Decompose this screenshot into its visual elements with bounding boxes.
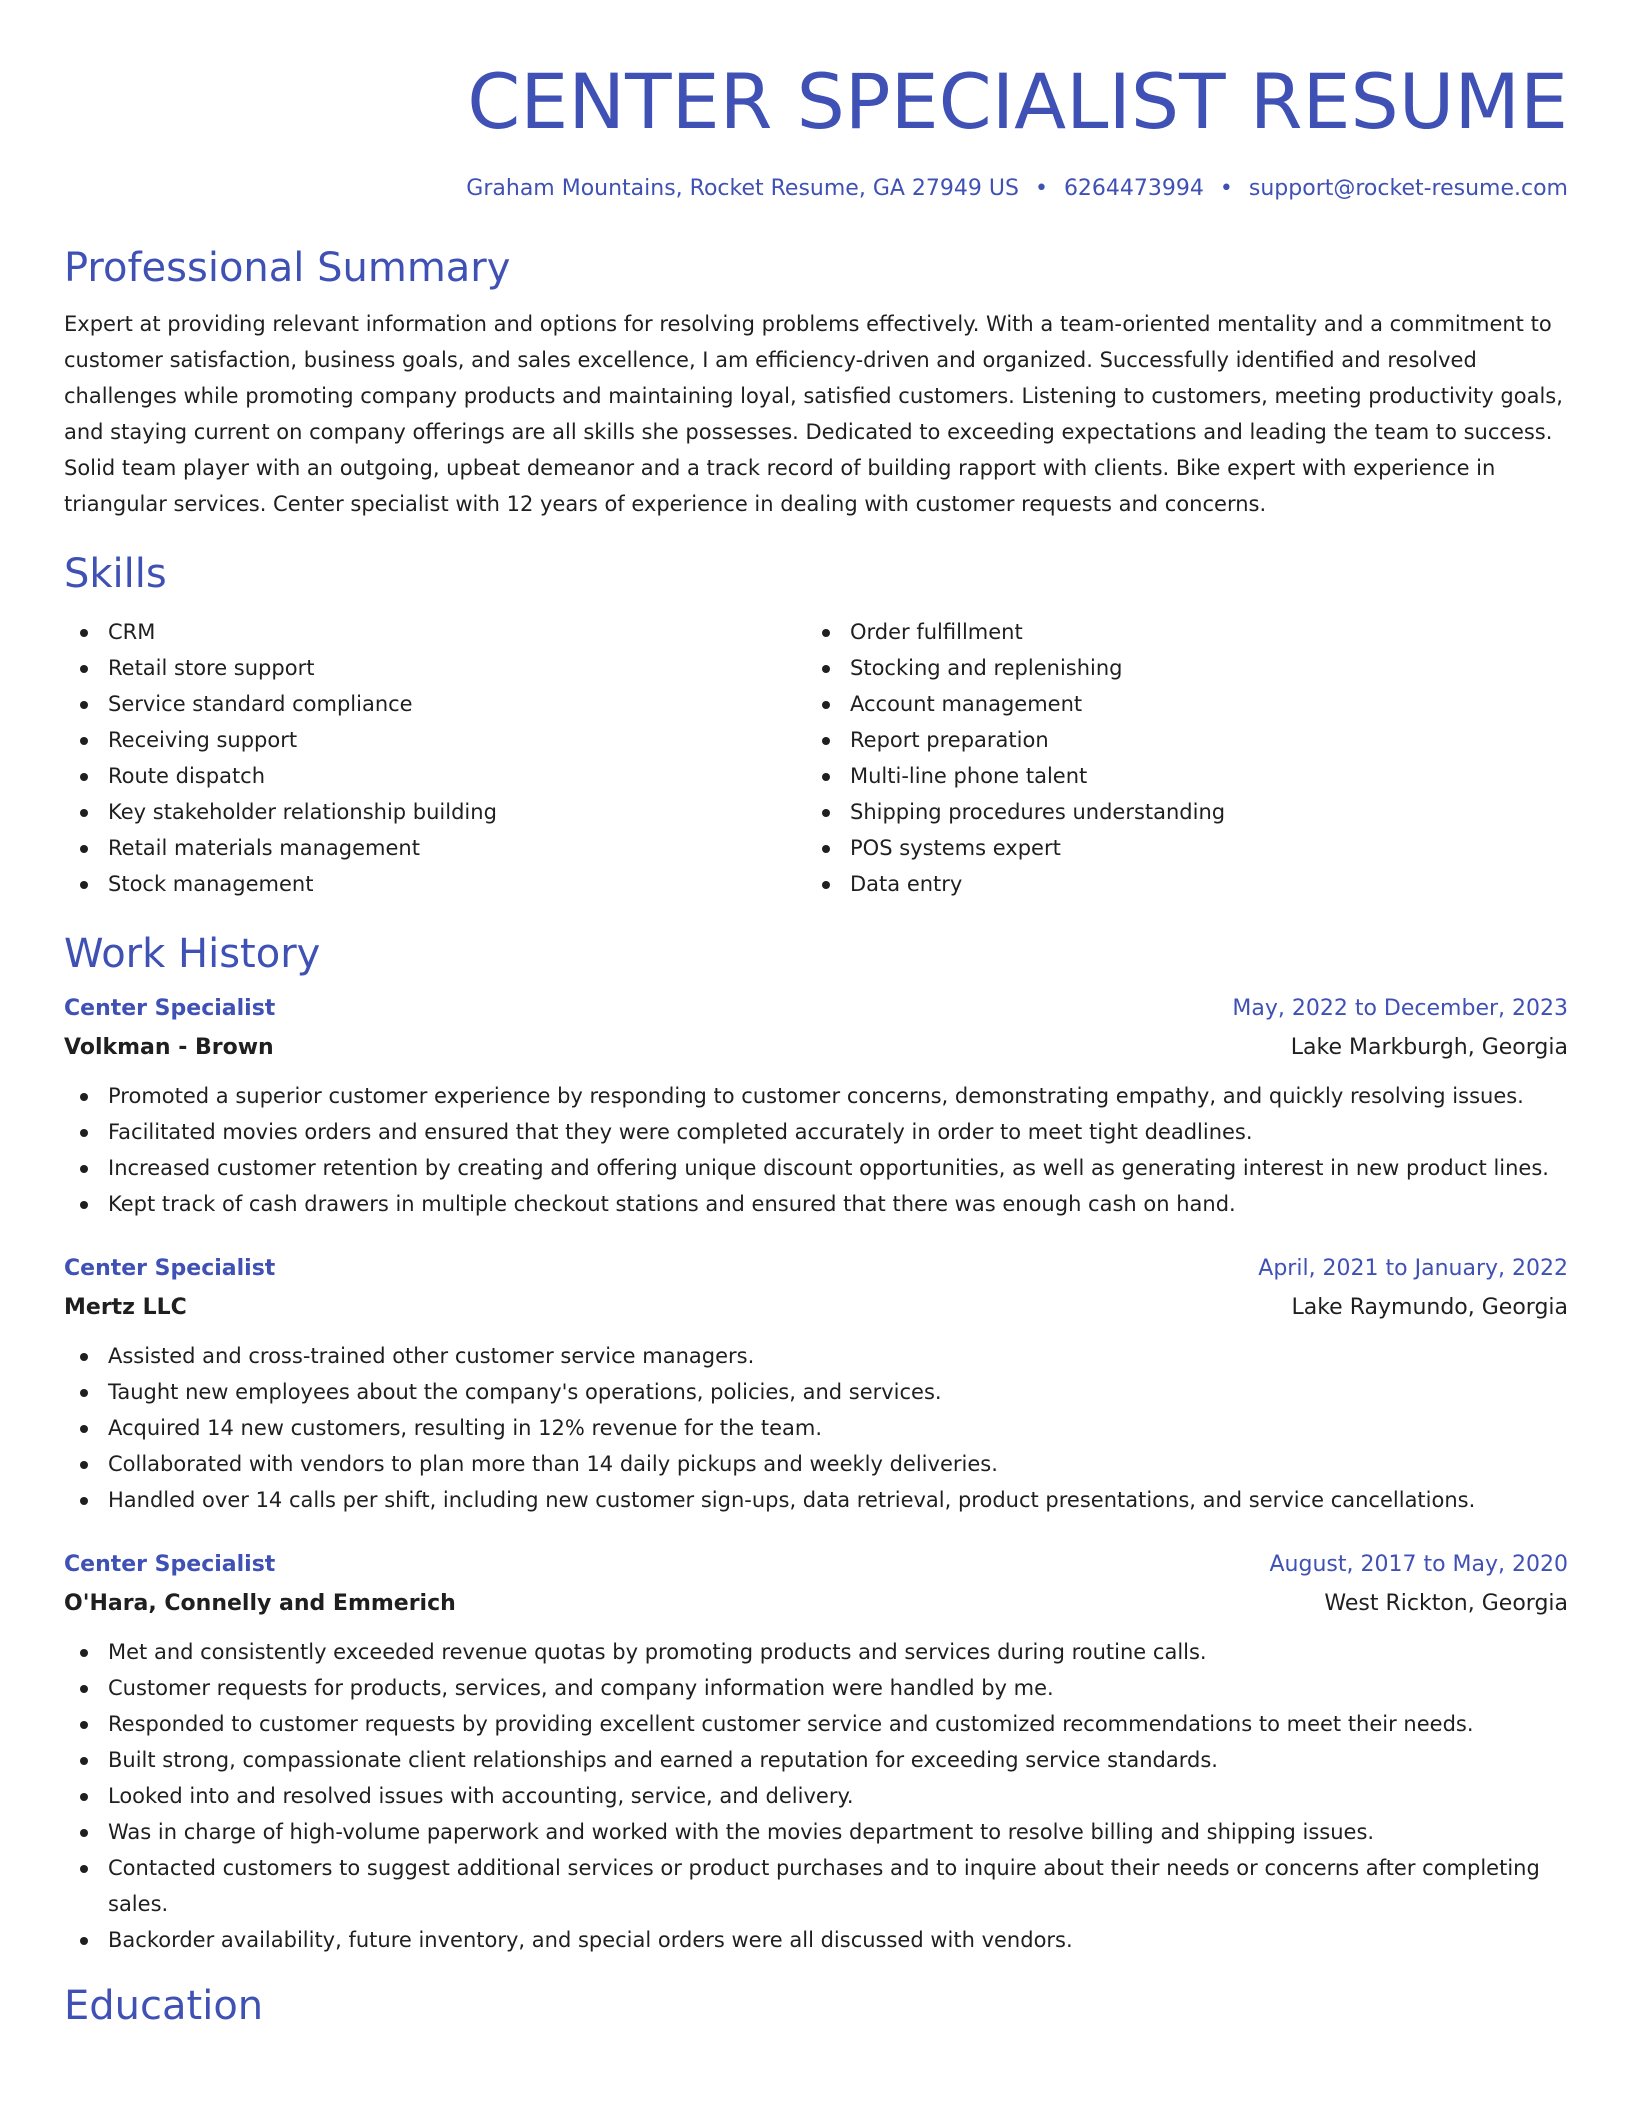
job-duties (64, 1338, 1568, 1518)
job-duty: Increased customer retention by creating and offering unique discount opportunities, as well as generating interest in new product lines. (64, 1150, 1568, 1186)
skills-list-right (806, 614, 1548, 902)
skill-item: Service standard compliance (64, 686, 806, 722)
skill-item: Shipping procedures understanding (806, 794, 1548, 830)
work-history-heading: Work History (64, 931, 321, 977)
job-duty: Met and consistently exceeded revenue quotas by promoting products and services during routine calls. (64, 1634, 1568, 1670)
job-duty: Assisted and cross-trained other customer service managers. (64, 1338, 1568, 1374)
job-duty: Acquired 14 new customers, resulting in 12% revenue for the team. (64, 1410, 1568, 1446)
skill-item: Account management (806, 686, 1548, 722)
job-duty: Taught new employees about the company's operations, policies, and services. (64, 1374, 1568, 1410)
job-duty: Contacted customers to suggest additional services or product purchases and to inquire about their needs or concerns after completing sales. (64, 1850, 1568, 1922)
skills-heading: Skills (64, 551, 167, 597)
skill-item: Stocking and replenishing (806, 650, 1548, 686)
contact-separator: • (1219, 176, 1233, 201)
job-duty: Customer requests for products, services, and company information were handled by me. (64, 1670, 1568, 1706)
job-duty: Was in charge of high-volume paperwork and worked with the movies department to resolve billing and shipping issues. (64, 1814, 1568, 1850)
job-duty: Responded to customer requests by providing excellent customer service and customized recommendations to meet their needs. (64, 1706, 1568, 1742)
job-duty: Handled over 14 calls per shift, including new customer sign-ups, data retrieval, product presentations, and service cancellations. (64, 1482, 1568, 1518)
contact-address: Graham Mountains, Rocket Resume, GA 27949 US (466, 176, 1019, 201)
summary-heading: Professional Summary (64, 245, 511, 291)
job-entry (64, 990, 1568, 1222)
education-heading: Education (64, 1983, 264, 2029)
job-dates: April, 2021 to January, 2022 (1258, 1256, 1568, 1281)
skill-item: Retail store support (64, 650, 806, 686)
job-duties (64, 1078, 1568, 1222)
job-duty: Built strong, compassionate client relationships and earned a reputation for exceeding service standards. (64, 1742, 1568, 1778)
skill-item: CRM (64, 614, 806, 650)
job-title: Center Specialist (64, 1552, 276, 1577)
contact-phone: 6264473994 (1063, 176, 1204, 201)
resume-page (64, 0, 1568, 2032)
skill-item: Multi-line phone talent (806, 758, 1548, 794)
skill-item: Retail materials management (64, 830, 806, 866)
contact-line (64, 174, 1568, 204)
contact-email: support@rocket-resume.com (1248, 176, 1568, 201)
job-dates: May, 2022 to December, 2023 (1232, 996, 1568, 1021)
job-entry (64, 1546, 1568, 1958)
job-location: Lake Markburgh, Georgia (1290, 1035, 1568, 1060)
job-location: West Rickton, Georgia (1324, 1591, 1568, 1616)
job-company: Volkman - Brown (64, 1035, 274, 1060)
skills-list-left (64, 614, 806, 902)
job-duty: Collaborated with vendors to plan more than 14 daily pickups and weekly deliveries. (64, 1446, 1568, 1482)
job-duties (64, 1634, 1568, 1958)
job-dates: August, 2017 to May, 2020 (1269, 1552, 1568, 1577)
skill-item: Data entry (806, 866, 1548, 902)
skill-item: POS systems expert (806, 830, 1548, 866)
job-company: O'Hara, Connelly and Emmerich (64, 1591, 456, 1616)
skill-item: Stock management (64, 866, 806, 902)
job-title: Center Specialist (64, 996, 276, 1021)
job-entry (64, 1250, 1568, 1518)
skill-item: Receiving support (64, 722, 806, 758)
skill-item: Order fulfillment (806, 614, 1548, 650)
job-duty: Looked into and resolved issues with accounting, service, and delivery. (64, 1778, 1568, 1814)
job-location: Lake Raymundo, Georgia (1291, 1295, 1568, 1320)
skill-item: Route dispatch (64, 758, 806, 794)
job-company: Mertz LLC (64, 1295, 187, 1320)
job-title: Center Specialist (64, 1256, 276, 1281)
contact-separator: • (1034, 176, 1048, 201)
job-duty: Promoted a superior customer experience by responding to customer concerns, demonstrating empathy, and quickly resolving issues. (64, 1078, 1568, 1114)
resume-name: CENTER SPECIALIST RESUME (467, 57, 1568, 146)
skill-item: Key stakeholder relationship building (64, 794, 806, 830)
job-duty: Facilitated movies orders and ensured that they were completed accurately in order to meet tight deadlines. (64, 1114, 1568, 1150)
job-duty: Backorder availability, future inventory, and special orders were all discussed with vendors. (64, 1922, 1568, 1958)
skills-columns (64, 614, 1568, 902)
summary-text: Expert at providing relevant information and options for resolving problems effectively. With a team-oriented mentality and a commitment to customer satisfaction, business goals, and sales excellence, I am efficiency-driven and organized. Successfully identified and resolved challenges while promoting company products and maintaining loyal, satisfied customers. Listening to customers, meeting productivity goals, and staying current on company offerings are all skills she possesses. Dedicated to exceeding expectations and leading the team to success. Solid team player with an outgoing, upbeat demeanor and a track record of building rapport with clients. Bike expert with experience in triangular services. Center specialist with 12 years of experience in dealing with customer requests and concerns. (64, 312, 1563, 516)
job-duty: Kept track of cash drawers in multiple checkout stations and ensured that there was enough cash on hand. (64, 1186, 1568, 1222)
skill-item: Report preparation (806, 722, 1548, 758)
